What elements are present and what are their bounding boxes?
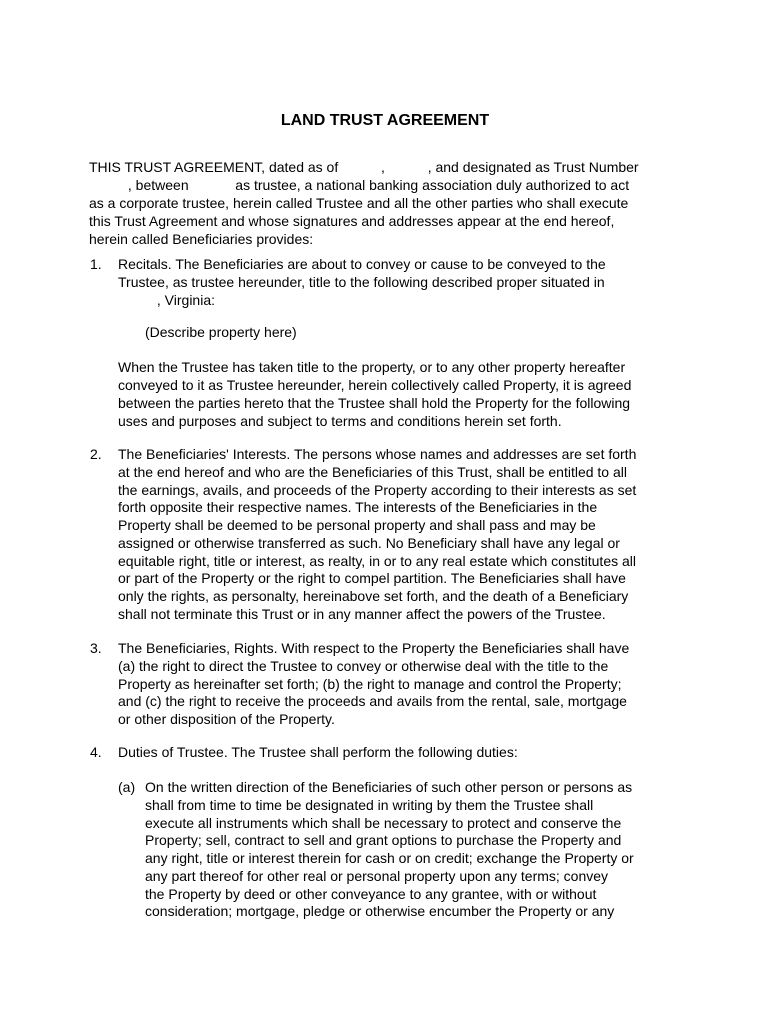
subsection-line: any right, title or interest therein for cash or on credit; exchange the Property or	[145, 850, 634, 866]
section-line: or other disposition of the Property.	[118, 711, 335, 727]
section-line: Recitals. The Beneficiaries are about to convey or cause to be conveyed to the	[118, 256, 606, 272]
subsection-line: consideration; mortgage, pledge or otherwise encumber the Property or any	[145, 903, 615, 919]
section-line: Property shall be deemed to be personal property and shall pass and may be	[118, 517, 596, 533]
section-number: 3.	[90, 640, 102, 656]
subsection-label: (a)	[118, 779, 136, 795]
section-line: assigned or otherwise transferred as such. No Beneficiary shall have any legal or	[118, 535, 620, 551]
section-number: 1.	[90, 256, 102, 272]
section-line: Duties of Trustee. The Trustee shall perform the following duties:	[118, 744, 518, 760]
section-line: uses and purposes and subject to terms and conditions herein set forth.	[118, 413, 562, 429]
section-line: Trustee, as trustee hereunder, title to the following described proper situated in	[118, 274, 605, 290]
section-line: equitable right, title or interest, as realty, in or to any real estate which constitutes all	[118, 553, 636, 569]
section-line: Property as hereinafter set forth; (b) the right to manage and control the Property;	[118, 676, 622, 692]
section-line: The Beneficiaries, Rights. With respect to the Property the Beneficiaries shall have	[118, 640, 630, 656]
section-line: between the parties hereto that the Trustee shall hold the Property for the following	[118, 395, 631, 411]
section-line: , Virginia:	[118, 292, 216, 308]
subsection-line: any part thereof for other real or personal property upon any terms; convey	[145, 868, 609, 884]
section-line: at the end hereof and who are the Beneficiaries of this Trust, shall be entitled to all	[118, 464, 627, 480]
intro-line: , between as trustee, a national banking association duly authorized to act	[89, 177, 630, 193]
section-line: and (c) the right to receive the proceeds and avails from the rental, sale, mortgage	[118, 693, 627, 709]
intro-line: THIS TRUST AGREEMENT, dated as of , , and designated as Trust Number	[89, 159, 639, 175]
intro-line: herein called Beneficiaries provides:	[89, 231, 314, 247]
section-line: the earnings, avails, and proceeds of the Property according to their interests as set	[118, 482, 637, 498]
subsection-line: shall from time to time be designated in writing by them the Trustee shall	[145, 797, 594, 813]
section-line: (a) the right to direct the Trustee to convey or otherwise deal with the title to the	[118, 658, 609, 674]
section-line: only the rights, as personalty, hereinabove set forth, and the death of a Beneficiary	[118, 588, 629, 604]
subsection-line: On the written direction of the Beneficiaries of such other person or persons as	[145, 779, 633, 795]
subsection-line: Property; sell, contract to sell and grant options to purchase the Property and	[145, 832, 622, 848]
section-number: 2.	[90, 446, 102, 462]
section-line: shall not terminate this Trust or in any manner affect the powers of the Trustee.	[118, 606, 606, 622]
intro-line: as a corporate trustee, herein called Trustee and all the other parties who shall execute	[89, 195, 629, 211]
section-line: The Beneficiaries' Interests. The persons whose names and addresses are set forth	[118, 446, 637, 462]
subsection-line: the Property by deed or other conveyance to any grantee, with or without	[145, 886, 597, 902]
document-title: LAND TRUST AGREEMENT	[280, 112, 490, 129]
section-line: forth opposite their respective names. The interests of the Beneficiaries in the	[118, 499, 598, 515]
section-number: 4.	[90, 744, 102, 760]
property-placeholder: (Describe property here)	[145, 324, 297, 340]
intro-line: this Trust Agreement and whose signatures and addresses appear at the end hereof,	[89, 213, 615, 229]
section-line: conveyed to it as Trustee hereunder, herein collectively called Property, it is agreed	[118, 377, 632, 393]
subsection-line: execute all instruments which shall be necessary to protect and conserve the	[145, 815, 622, 831]
section-line: When the Trustee has taken title to the property, or to any other property hereafter	[118, 359, 626, 375]
section-line: or part of the Property or the right to compel partition. The Beneficiaries shall have	[118, 570, 626, 586]
